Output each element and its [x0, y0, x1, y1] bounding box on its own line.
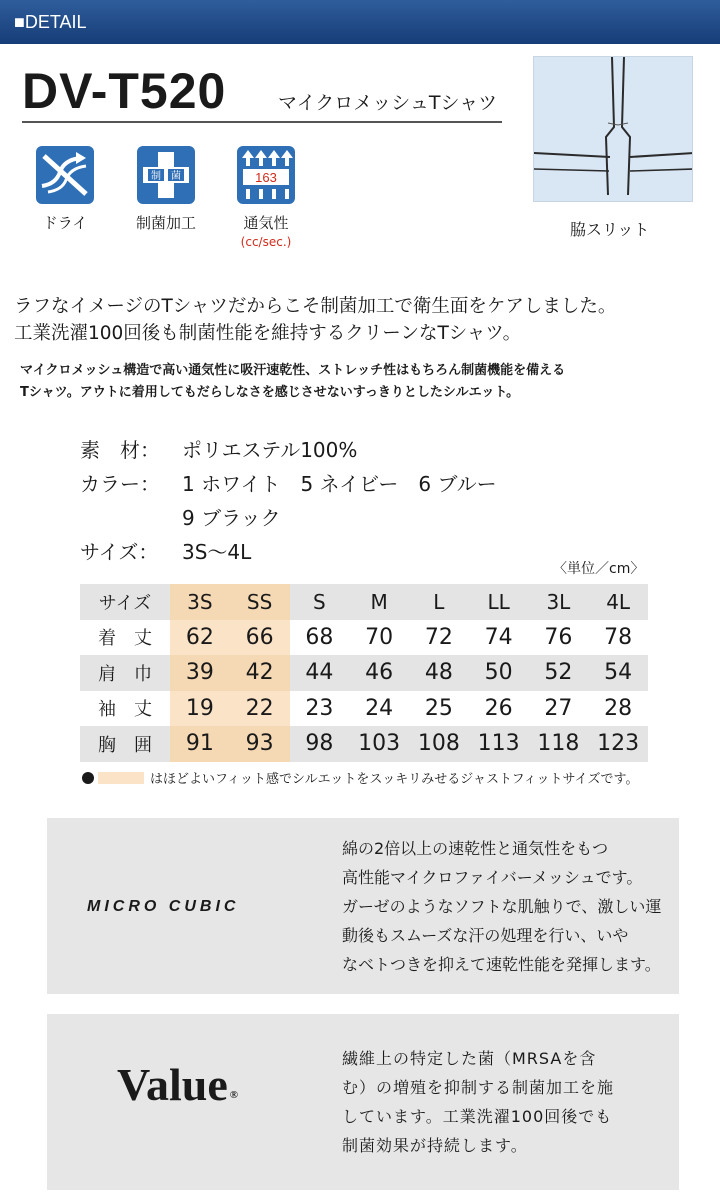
table-cell: 24 [365, 695, 394, 721]
table-cell: 42 [230, 655, 290, 691]
table-row [80, 655, 648, 691]
feature-antibacterial [128, 146, 204, 233]
dry-icon [36, 146, 94, 204]
table-cell: 48 [409, 655, 469, 691]
table-header-cell: M [349, 584, 409, 620]
spec-colors-key: カラー： [80, 472, 160, 496]
feature-label-breathability: 通気性 [243, 214, 289, 232]
just-fit-swatch [98, 772, 144, 784]
table-cell: 113 [469, 726, 529, 762]
table-cell: 103 [349, 726, 409, 762]
spec-material-value: ポリエステル100% [182, 438, 358, 462]
table-cell: 108 [409, 726, 469, 762]
side-slit-label: 脇スリット [570, 220, 650, 239]
table-header-cell: 4L [588, 584, 648, 620]
section-header [0, 0, 720, 44]
table-cell: 62 [170, 620, 230, 656]
section-title: ■DETAIL [14, 12, 87, 32]
table-cell: 54 [588, 655, 648, 691]
value-line: 制菌効果が持続します。 [342, 1136, 528, 1155]
table-row [80, 726, 648, 762]
table-header-label: サイズ [80, 584, 170, 620]
table-header-cell: L [409, 584, 469, 620]
micro-cubic-logo: MICRO CUBIC [87, 898, 240, 915]
spec-material [80, 434, 357, 463]
table-cell: 52 [529, 655, 589, 691]
side-slit-photo [533, 56, 693, 202]
table-row-label: 袖 丈 [98, 699, 152, 721]
description-line: Tシャツ。アウトに着用してもだらしなさを感じさせないすっきりとしたシルエット。 [20, 385, 520, 400]
value-line: む）の増殖を抑制する制菌加工を施 [342, 1078, 615, 1097]
table-row-label: 着 丈 [98, 628, 152, 650]
feature-dry [27, 146, 103, 233]
table-cell: 78 [604, 624, 633, 650]
description [20, 360, 565, 404]
title-divider [22, 121, 502, 123]
micro-cubic-line: ガーゼのようなソフトな肌触りで、激しい運 [342, 897, 662, 916]
table-header-row [80, 584, 648, 620]
size-table [80, 584, 648, 762]
size-note [82, 768, 638, 787]
table-cell: 23 [305, 695, 334, 721]
value-line: しています。工業洗濯100回後でも [342, 1107, 613, 1126]
value-line: 繊維上の特定した菌（MRSAを含 [342, 1049, 597, 1068]
feature-sub-breathability: (cc/sec.) [240, 235, 292, 249]
table-header-cell: 3S [170, 584, 230, 620]
value-body [342, 1044, 614, 1160]
table-cell: 26 [484, 695, 513, 721]
micro-cubic-body [342, 834, 661, 979]
svg-text:菌: 菌 [171, 171, 181, 182]
table-cell: 98 [290, 726, 350, 762]
bullet-icon [82, 772, 94, 784]
feature-label-antibacterial: 制菌加工 [135, 214, 196, 232]
spec-colors-value: 1 ホワイト 5 ネイビー 6 ブルー [182, 472, 497, 496]
value-panel [47, 1014, 679, 1190]
micro-cubic-line: 高性能マイクロファイバーメッシュです。 [342, 868, 643, 887]
table-cell: 25 [424, 695, 453, 721]
table-row-label: 胸 囲 [80, 726, 170, 762]
unit-label: 〈単位／cm〉 [553, 561, 645, 577]
table-cell: 68 [305, 624, 334, 650]
table-cell: 39 [170, 655, 230, 691]
lead-line: 工業洗濯100回後も制菌性能を維持するクリーンなTシャツ。 [14, 323, 522, 344]
table-cell: 91 [170, 726, 230, 762]
description-line: マイクロメッシュ構造で高い通気性に吸汗速乾性、ストレッチ性はもちろん制菌機能を備える [20, 363, 566, 378]
table-cell: 70 [365, 624, 394, 650]
svg-text:163: 163 [255, 170, 277, 185]
spec-sizes-key: サイズ： [80, 540, 159, 564]
antibacterial-icon [137, 146, 195, 204]
spec-sizes-value: 3S〜4L [182, 540, 252, 564]
table-cell: 66 [230, 620, 290, 656]
table-row [80, 691, 648, 727]
breathability-icon [237, 146, 295, 204]
table-row [80, 620, 648, 656]
micro-cubic-line: 綿の2倍以上の速乾性と通気性をもつ [342, 839, 609, 858]
table-cell: 93 [230, 726, 290, 762]
feature-breathability [228, 146, 304, 249]
table-cell: 44 [290, 655, 350, 691]
lead-line: ラフなイメージのTシャツだからこそ制菌加工で衛生面をケアしました。 [14, 296, 617, 317]
spec-material-key: 素 材： [80, 438, 160, 462]
table-header-cell: LL [469, 584, 529, 620]
table-cell: 123 [588, 726, 648, 762]
registered-mark: ® [229, 1089, 238, 1101]
table-header-cell: S [290, 584, 350, 620]
spec-colors-line2: 9 ブラック [182, 506, 281, 530]
feature-label-dry: ドライ [42, 214, 88, 232]
spec-sizes [80, 536, 251, 565]
table-cell: 19 [170, 691, 230, 727]
table-header-cell: 3L [529, 584, 589, 620]
table-cell: 28 [604, 695, 633, 721]
micro-cubic-line: 動後もスムーズな汗の処理を行い、いや [342, 926, 629, 945]
table-header-cell: SS [230, 584, 290, 620]
spec-colors [80, 468, 497, 497]
table-cell: 46 [349, 655, 409, 691]
product-code: DV-T520 [22, 63, 227, 119]
micro-cubic-panel [47, 818, 679, 994]
size-note-text: はほどよいフィット感でシルエットをスッキリみせるジャストフィットサイズです。 [150, 772, 639, 787]
table-cell: 22 [230, 691, 290, 727]
table-cell: 27 [544, 695, 573, 721]
lead-copy [14, 293, 616, 347]
table-cell: 72 [424, 624, 453, 650]
table-row-label: 肩 巾 [80, 655, 170, 691]
value-logo [117, 1058, 238, 1111]
product-name: マイクロメッシュTシャツ [278, 92, 498, 114]
micro-cubic-line: なベトつきを抑えて速乾性能を発揮します。 [342, 955, 661, 974]
table-cell: 118 [529, 726, 589, 762]
table-cell: 74 [484, 624, 513, 650]
svg-text:制: 制 [151, 171, 161, 182]
table-cell: 76 [544, 624, 573, 650]
value-logo-text: Value [117, 1059, 228, 1110]
table-cell: 50 [469, 655, 529, 691]
